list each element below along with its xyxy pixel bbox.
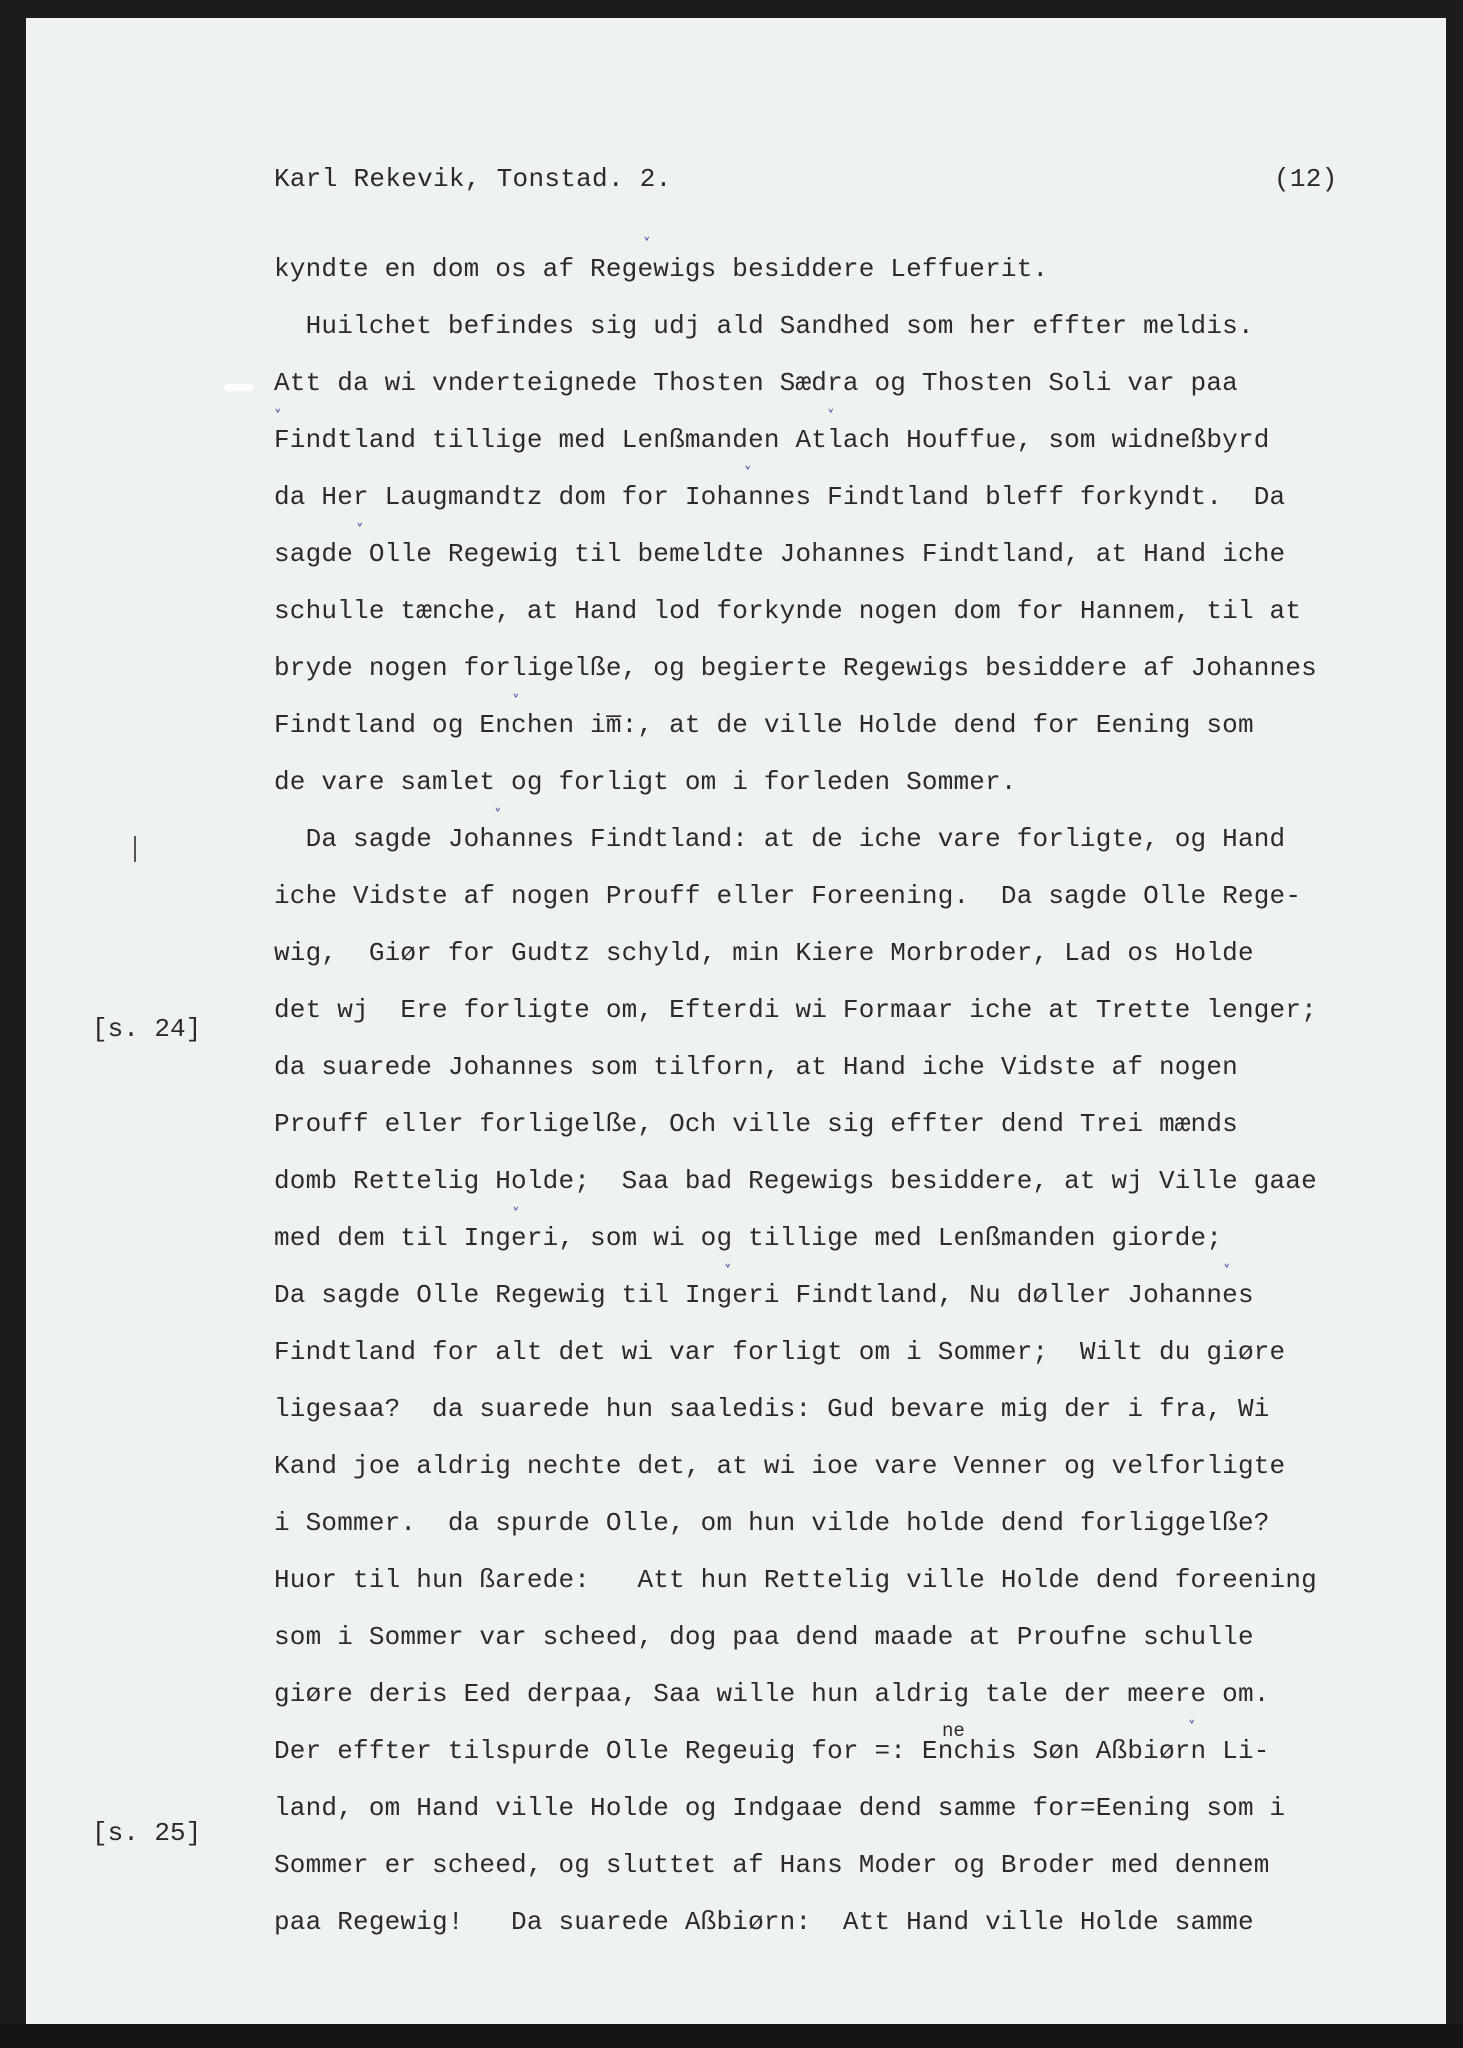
header-author: Karl Rekevik, Tonstad. 2. <box>274 164 672 194</box>
text-line: Sommer er scheed, og sluttet af Hans Moder og Broder med dennem <box>274 1850 1270 1880</box>
text-line: Prouff eller forligelße, Och ville sig effter dend Trei mænds <box>274 1109 1238 1139</box>
check-mark-icon: ˅ <box>827 407 835 425</box>
text-line: land, om Hand ville Holde og Indgaae dend samme for=Eening som i <box>274 1793 1286 1823</box>
text-line: Huor til hun ßarede: Att hun Rettelig ville Holde dend foreening <box>274 1565 1317 1595</box>
text-line: Da sagde Olle Regewig til Ingeri Findtland, Nu døller Johannes <box>274 1280 1254 1310</box>
paper-smudge <box>224 384 254 391</box>
superscript-ne: ne <box>942 1720 965 1742</box>
check-mark-icon: ˅ <box>724 1262 732 1280</box>
check-mark-icon: ˅ <box>512 692 520 710</box>
header-page-number: (12) <box>1274 164 1338 194</box>
pencil-tick-mark <box>134 836 136 862</box>
text-line: Der effter tilspurde Olle Regeuig for =: Enchis Søn Aßbiørn Li- <box>274 1736 1270 1766</box>
check-mark-icon: ˅ <box>1188 1718 1196 1736</box>
text-line: Da sagde Johannes Findtland: at de iche vare forligte, og Hand <box>274 824 1286 854</box>
scan-bottom-edge <box>0 2024 1463 2048</box>
text-line: Findtland tillige med Lenßmanden Atlach Houffue, som widneßbyrd <box>274 425 1270 455</box>
check-mark-icon: ˅ <box>643 235 651 253</box>
text-line: wig, Giør for Gudtz schyld, min Kiere Morbroder, Lad os Holde <box>274 938 1254 968</box>
text-line: Findtland og Enchen im̅:, at de ville Holde dend for Eening som <box>274 710 1254 740</box>
text-line: da suarede Johannes som tilforn, at Hand iche Vidste af nogen <box>274 1052 1238 1082</box>
text-line: som i Sommer var scheed, dog paa dend maade at Proufne schulle <box>274 1622 1254 1652</box>
document-page <box>26 18 1446 2028</box>
margin-note-s25: [s. 25] <box>92 1818 202 1848</box>
text-line: i Sommer. da spurde Olle, om hun vilde holde dend forliggelße? <box>274 1508 1270 1538</box>
text-line: Findtland for alt det wi var forligt om i Sommer; Wilt du giøre <box>274 1337 1286 1367</box>
text-line: paa Regewig! Da suarede Aßbiørn: Att Hand ville Holde samme <box>274 1907 1254 1937</box>
text-line: da Her Laugmandtz dom for Iohannes Findtland bleff forkyndt. Da <box>274 482 1286 512</box>
text-line: Huilchet befindes sig udj ald Sandhed som her effter meldis. <box>274 311 1254 341</box>
text-line: med dem til Ingeri, som wi og tillige med Lenßmanden giorde; <box>274 1223 1223 1253</box>
check-mark-icon: ˅ <box>356 521 364 539</box>
check-mark-icon: ˅ <box>1223 1262 1231 1280</box>
check-mark-icon: ˅ <box>512 1205 520 1223</box>
text-line: sagde Olle Regewig til bemeldte Johannes Findtland, at Hand iche <box>274 539 1286 569</box>
text-line: iche Vidste af nogen Prouff eller Foreening. Da sagde Olle Rege- <box>274 881 1302 911</box>
text-line: schulle tænche, at Hand lod forkynde nogen dom for Hannem, til at <box>274 596 1302 626</box>
check-mark-icon: ˅ <box>744 464 752 482</box>
text-line: bryde nogen forligelße, og begierte Regewigs besiddere af Johannes <box>274 653 1317 683</box>
text-line: det wj Ere forligte om, Efterdi wi Formaar iche at Trette lenger; <box>274 995 1317 1025</box>
text-line: de vare samlet og forligt om i forleden Sommer. <box>274 767 1017 797</box>
check-mark-icon: ˅ <box>494 806 502 824</box>
text-line: giøre deris Eed derpaa, Saa wille hun aldrig tale der meere om. <box>274 1679 1270 1709</box>
text-line: Att da wi vnderteignede Thosten Sædra og Thosten Soli var paa <box>274 368 1238 398</box>
text-line: Kand joe aldrig nechte det, at wi ioe vare Venner og velforligte <box>274 1451 1286 1481</box>
text-line: ligesaa? da suarede hun saaledis: Gud bevare mig der i fra, Wi <box>274 1394 1270 1424</box>
check-mark-icon: ˅ <box>274 407 282 425</box>
text-line: domb Rettelig Holde; Saa bad Regewigs besiddere, at wj Ville gaae <box>274 1166 1317 1196</box>
text-line: kyndte en dom os af Regewigs besiddere Leffuerit. <box>274 254 1049 284</box>
margin-note-s24: [s. 24] <box>92 1014 202 1044</box>
